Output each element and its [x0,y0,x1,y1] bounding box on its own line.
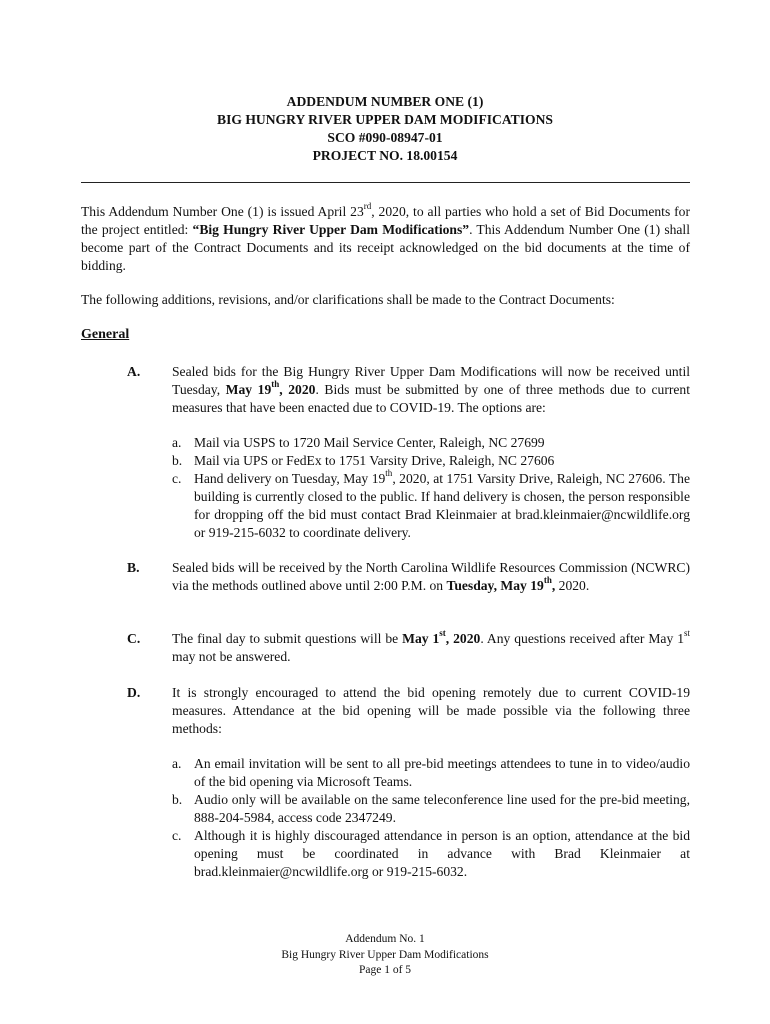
list-marker: a. [172,756,182,771]
list-text: Hand delivery on Tuesday, May 19 [194,471,386,486]
footer-page-number: Page 1 of 5 [358,964,412,976]
footer-addendum: Addendum No. 1 [345,933,425,945]
item-body: It is strongly encouraged to attend the bid opening remotely due to current COVID-19 measures. Attendance at the bid opening will be made possible via the following three methods: [172,685,690,736]
list-marker: c. [172,828,182,843]
list-marker: a. [172,435,182,450]
item-body [172,630,690,666]
item-text: . Any questions received after May 1 [480,631,685,646]
header-project-name: BIG HUNGRY RIVER UPPER DAM MODIFICATIONS [217,112,553,127]
list-text: Mail via UPS or FedEx to 1751 Varsity Drive, Raleigh, NC 27606 [194,453,555,468]
item-d-sublist [172,755,690,881]
item-sup: th [543,575,552,586]
intro-sup: rd [363,201,372,212]
list-item [172,827,690,881]
list-marker: c. [172,471,182,486]
list-item [172,791,690,827]
list-text: Audio only will be available on the same teleconference line used for the pre-bid meeting, 888-204-5984, access code 2347249. [194,792,690,825]
item-bold: May 19 [225,382,272,397]
list-item [172,755,690,791]
list-text: , 2020, at 1751 Varsity Drive, Raleigh, NC 27606. The building is currently closed to the public. If hand delivery is chosen, the person responsible for dropping off the bid must contact Brad Kleinmaier at brad.kleinmaier@ncwildlife.org or 919-215-6032 to coordinate delivery. [194,471,690,540]
item-letter: C. [127,631,141,646]
item-letter: B. [127,560,140,575]
item-bold: , 2020 [445,631,481,646]
header-divider [81,182,690,183]
item-sup: th [271,379,280,390]
list-text: Although it is highly discouraged attendance in person is an option, attendance at the bid opening must be coordinated in advance with Brad Kleinmaier at brad.kleinmaier@ncwildlife.org or 919-215-6032. [194,828,690,879]
intro-text-1: This Addendum Number One (1) is issued April 23 [81,204,364,219]
item-text: Sealed bids for the Big Hungry River Upper Dam Modifications will now be received until Tuesday, [172,364,690,397]
document-header [0,93,770,165]
item-body [172,559,690,595]
header-sco-number: SCO #090-08947-01 [327,130,443,145]
intro-paragraph [81,203,690,275]
list-item [172,470,690,542]
list-text: An email invitation will be sent to all pre-bid meetings attendees to tune in to video/audio of the bid opening via Microsoft Teams. [194,756,690,789]
list-sup: th [385,468,393,479]
footer-project: Big Hungry River Upper Dam Modifications [281,948,489,961]
item-text: . Bids must be submitted by one of three methods due to current measures that have been enacted due to COVID-19. The options are: [172,382,691,415]
item-letter: A. [127,364,141,379]
item-body [172,363,690,417]
page-footer [0,932,770,979]
section-title-general: General [81,327,130,342]
item-letter: D. [127,685,141,700]
item-a-sublist [172,434,690,542]
item-bold: , 2020 [279,382,316,397]
intro-text-3: . This Addendum Number One (1) shall become part of the Contract Documents and its receipt acknowledged on the bid documents at the time of bidding. [81,222,690,273]
item-text: The final day to submit questions will be [172,631,403,646]
item-bold: Tuesday, May 19 [446,578,544,593]
list-item [172,434,690,452]
item-sup: st [684,628,691,639]
following-paragraph: The following additions, revisions, and/or clarifications shall be made to the Contract Documents: [81,292,615,307]
item-text: Sealed bids will be received by the North Carolina Wildlife Resources Commission (NCWRC) via the methods outlined above until 2:00 P.M. on [172,560,690,593]
list-marker: b. [172,792,183,807]
item-bold: , [551,578,556,593]
list-marker: b. [172,453,183,468]
item-sup: st [439,628,446,639]
item-text: may not be answered. [172,649,291,664]
intro-project-title: “Big Hungry River Upper Dam Modifications” [192,222,470,237]
intro-text-2: , 2020, to all parties who hold a set of Bid Documents for the project entitled: [81,204,690,237]
header-project-number: PROJECT NO. 18.00154 [312,148,458,163]
list-text: Mail via USPS to 1720 Mail Service Center, Raleigh, NC 27699 [194,435,545,450]
item-text: 2020. [555,578,590,593]
header-title: ADDENDUM NUMBER ONE (1) [286,94,484,109]
list-item [172,452,690,470]
item-bold: May 1 [402,631,440,646]
